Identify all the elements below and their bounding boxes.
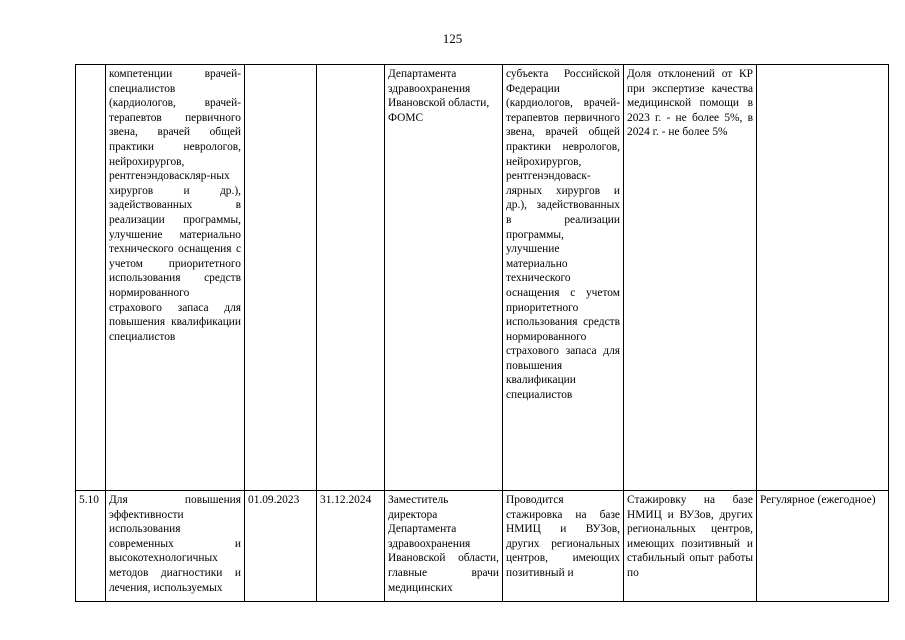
start-date-cell <box>245 65 317 491</box>
table-row <box>76 491 889 602</box>
row-number-cell: 5.10 <box>76 491 106 602</box>
start-date-cell: 01.09.2023 <box>245 491 317 602</box>
responsible-cell: Заместитель директора Департамента здравоохранения Ивановской области, главные врачи медицинских <box>385 491 503 602</box>
responsible-cell: Департамента здравоохранения Ивановской области, ФОМС <box>385 65 503 491</box>
end-date-cell: 31.12.2024 <box>317 491 385 602</box>
characteristic-cell: субъекта Российской Федерации (кардиологов, врачей-терапевтов первичного звена, врачей общей практики неврологов, нейрохирургов, рентгенэндоваск-лярных хирургов и др.), задействованных в реализации программы, улучшение материально технического оснащения с учетом приоритетного использования средств нормированного страхового запаса для повышения квалификации специалистов <box>503 65 624 491</box>
table-row <box>76 65 889 491</box>
result-cell: Доля отклонений от КР при экспертизе качества медицинской помощи в 2023 г. - не более 5%, в 2024 г. - не более 5% <box>624 65 757 491</box>
page-number: 125 <box>442 31 463 46</box>
end-date-cell <box>317 65 385 491</box>
measure-description-cell: компетенции врачей-специалистов (кардиологов, врачей-терапевтов первичного звена, врачей общей практики неврологов, нейрохирургов, рентгенэндоваскляр-ных хирургов и др.), задействованных в реализации программы, улучшение материально технического оснащения с учетом приоритетного использования средств нормированного страхового запаса для повышения квалификации специалистов <box>106 65 245 491</box>
row-number-cell <box>76 65 106 491</box>
result-cell: Стажировку на базе НМИЦ и ВУЗов, других региональных центров, имеющих позитивный и стабильный опыт работы по <box>624 491 757 602</box>
measures-table <box>75 64 889 602</box>
measure-description-cell: Для повышения эффективности использования современных и высокотехнологичных методов диагностики и лечения, используемых <box>106 491 245 602</box>
frequency-cell <box>757 65 889 491</box>
frequency-cell: Регулярное (ежегодное) <box>757 491 889 602</box>
characteristic-cell: Проводится стажировка на базе НМИЦ и ВУЗов, других региональных центров, имеющих позитивный и <box>503 491 624 602</box>
